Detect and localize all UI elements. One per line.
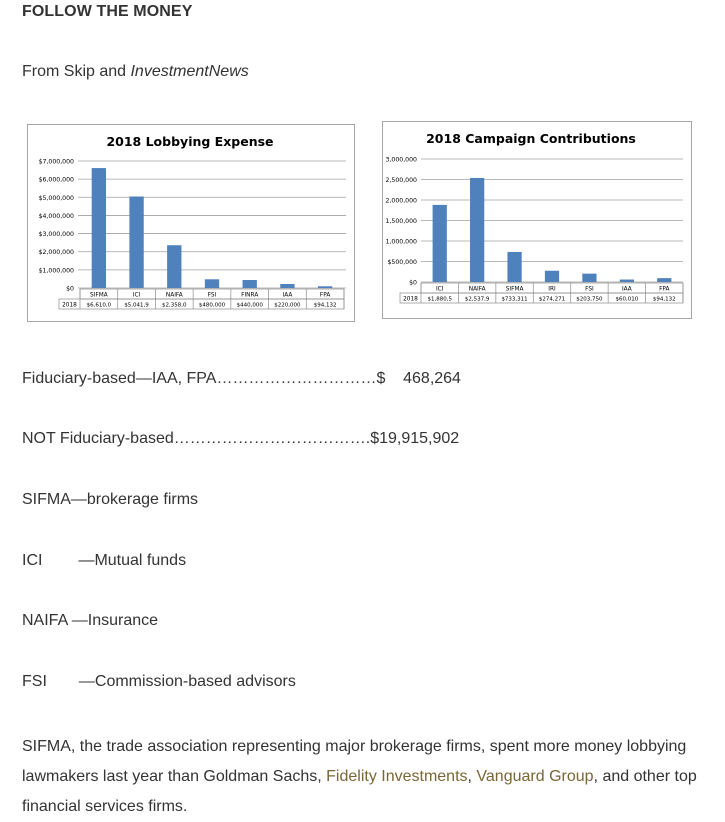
fiduciary-total-line: Fiduciary-based—IAA, FPA…………………………$ 468,264 [22,370,461,387]
source-line [22,63,249,81]
fsi-abbrev: FSI [22,673,47,690]
category-label: SIFMA [90,292,108,299]
category-label: IRI [548,286,556,293]
table-value-label: $2,537,9 [464,296,490,303]
summary-text-2: , and other top financial services firms. [22,768,697,815]
page-heading: FOLLOW THE MONEY [22,3,193,20]
bar-fsi [205,279,219,288]
y-tick-label: $3,000,000 [38,231,74,239]
bar-iaa [280,284,294,288]
bar-iri [545,271,559,282]
category-label: NAIFA [468,286,486,293]
fsi-definition [22,673,296,691]
source-prefix: From Skip and [22,63,131,80]
y-tick-label: $7,000,000 [38,158,74,166]
y-tick-label: 1,000,000 [385,238,417,246]
naifa-definition: NAIFA —Insurance [22,612,159,629]
lobbying-chart-svg [28,125,354,321]
table-value-label: $220,000 [274,302,301,309]
summary-text-1: SIFMA, the trade association representing major brokerage firms, spent more money lobbying lawmakers last year than Goldman Sachs, [22,738,687,785]
bar-fsi [582,274,596,282]
y-tick-label: $1,000,000 [38,267,74,275]
category-label: FSI [207,292,217,299]
ici-abbrev: ICI [22,552,43,569]
campaign-chart [382,121,692,319]
table-value-label: $440,000 [236,302,263,309]
lobbying-chart [27,124,355,322]
table-value-label: $6,610,0 [86,302,112,309]
y-tick-label: $6,000,000 [38,176,74,184]
category-label: FPA [659,286,670,293]
y-tick-label: $5,000,000 [38,194,74,202]
y-tick-label: 2,000,000 [385,197,417,205]
bar-ici [129,197,143,288]
category-label: ICI [132,292,141,299]
chart-title: 2018 Campaign Contributions [426,131,636,146]
bar-ici [433,205,447,282]
fsi-desc: —Commission-based advisors [78,673,296,690]
category-label: IAA [621,286,632,293]
table-row-label: 2018 [403,296,418,303]
summary-paragraph [22,732,712,822]
y-tick-label: 1,500,000 [385,218,417,225]
y-tick-label: $0 [409,279,417,287]
chart-title: 2018 Lobbying Expense [106,134,274,149]
y-tick-label: $0 [66,285,74,293]
bar-sifma [92,168,106,288]
table-value-label: $5,041,9 [124,302,149,309]
category-label: FINRA [241,292,259,299]
y-tick-label: $500,000 [387,259,417,266]
category-label: IAA [282,292,293,299]
bar-sifma [507,252,521,282]
summary-separator: , [467,768,477,785]
table-value-label: $480,000 [198,302,226,309]
ici-desc: —Mutual funds [78,552,187,569]
bar-iaa [620,280,634,282]
category-label: FSI [585,286,594,293]
table-value-label: $274,271 [538,296,566,303]
ici-definition [22,552,186,570]
category-label: ICI [435,286,444,293]
table-row-label: 2018 [62,302,77,309]
category-label: SIFMA [505,286,524,293]
category-label: NAIFA [165,292,183,299]
bar-finra [243,280,257,288]
table-value-label: $1,880,5 [427,296,452,303]
table-value-label: $60,010 [615,296,639,303]
bar-naifa [167,245,181,288]
y-tick-label: $4,000,000 [38,212,74,220]
y-tick-label: 2,500,000 [385,177,417,184]
non-fiduciary-total-line: NOT Fiduciary-based……………………………….$19,915,902 [22,430,460,447]
table-value-label: $2,358,0 [162,302,187,309]
table-value-label: $733,311 [501,296,528,303]
campaign-chart-svg [383,122,691,318]
bar-naifa [470,178,484,282]
table-value-label: $203,750 [576,296,603,303]
table-value-label: $94,132 [313,302,337,309]
source-publication: InvestmentNews [130,63,249,80]
fidelity-investments-link[interactable]: Fidelity Investments [326,768,468,785]
y-tick-label: $2,000,000 [38,249,74,257]
category-label: FPA [319,292,331,299]
vanguard-group-link[interactable]: Vanguard Group [476,768,594,785]
table-value-label: $94,132 [652,296,676,303]
bar-fpa [318,286,332,288]
sifma-definition: SIFMA—brokerage firms [22,491,199,508]
bar-fpa [657,278,671,282]
y-tick-label: 3,000,000 [385,156,417,164]
